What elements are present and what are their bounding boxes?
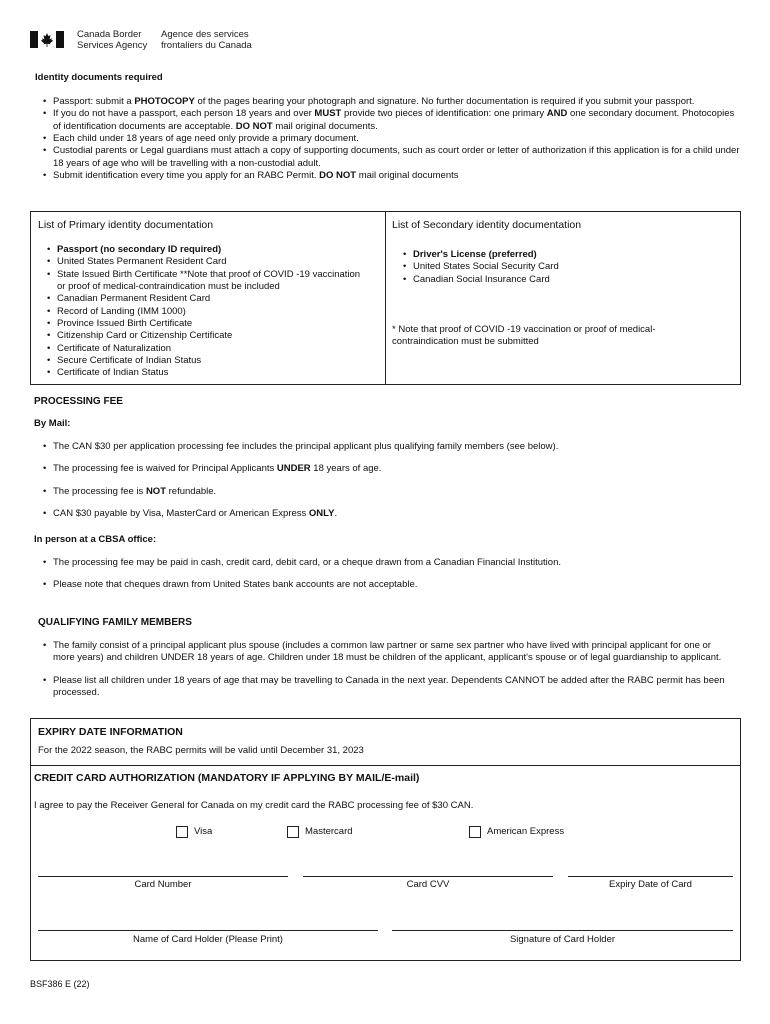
card-number-field[interactable]: [38, 876, 288, 877]
primary-item: • Province Issued Birth Certificate: [45, 318, 365, 330]
mail-fee-item: • CAN $30 payable by Visa, MasterCard or American Express ONLY.: [41, 508, 741, 520]
holder-name-field[interactable]: [38, 930, 378, 931]
primary-item: • Passport (no secondary ID required): [45, 244, 365, 256]
secondary-item: • Canadian Social Insurance Card: [401, 274, 721, 286]
in-person-heading: In person at a CBSA office:: [34, 534, 157, 545]
secondary-list: [401, 249, 721, 286]
identity-title: Identity documents required: [35, 72, 163, 83]
identity-item: • Each child under 18 years of age need only provide a primary document.: [41, 133, 741, 145]
identity-item: • Passport: submit a PHOTOCOPY of the pages bearing your photograph and signature. No further documentation is required if you submit your passport.: [41, 96, 741, 108]
primary-list-title: List of Primary identity documentation: [38, 219, 214, 231]
holder-name-label: Name of Card Holder (Please Print): [133, 934, 283, 945]
visa-label: Visa: [194, 826, 213, 837]
signature-field[interactable]: [392, 930, 733, 931]
in-person-item: • The processing fee may be paid in cash, credit card, debit card, or a cheque drawn from a Canadian Financial Institution.: [41, 557, 741, 569]
mastercard-label: Mastercard: [305, 826, 353, 837]
card-cvv-label: Card CVV: [406, 879, 450, 890]
primary-item: • Certificate of Naturalization: [45, 343, 365, 355]
visa-option[interactable]: [176, 826, 212, 838]
mail-fee-item: • The CAN $30 per application processing fee includes the principal applicant plus qualifying family members (see below).: [41, 441, 741, 453]
section-divider: [30, 765, 741, 766]
fee-title: PROCESSING FEE: [34, 396, 123, 407]
in-person-item: • Please note that cheques drawn from United States bank accounts are not acceptable.: [41, 579, 741, 591]
expiry-text: For the 2022 season, the RABC permits will be valid until December 31, 2023: [38, 745, 364, 756]
identity-item: • Submit identification every time you apply for an RABC Permit. DO NOT mail original documents: [41, 170, 741, 182]
secondary-item: • Driver's License (preferred): [401, 249, 721, 261]
signature-label: Signature of Card Holder: [509, 934, 616, 945]
expiry-title: EXPIRY DATE INFORMATION: [38, 726, 183, 738]
secondary-note: * Note that proof of COVID -19 vaccination or proof of medical-contraindication must be submitted: [392, 324, 656, 348]
mail-fee-list: [41, 441, 741, 520]
family-item: • Please list all children under 18 years of age that may be travelling to Canada in the next year. Dependents CANNOT be added after the RABC permit has been processed.: [41, 675, 731, 700]
secondary-list-title: List of Secondary identity documentation: [392, 219, 582, 231]
by-mail-heading: By Mail:: [34, 418, 71, 429]
primary-item: • Certificate of Indian Status: [45, 367, 365, 379]
mail-fee-item: • The processing fee is NOT refundable.: [41, 486, 741, 498]
mail-fee-item: • The processing fee is waived for Principal Applicants UNDER 18 years of age.: [41, 463, 741, 475]
primary-item: • Canadian Permanent Resident Card: [45, 293, 365, 305]
expiry-date-label: Expiry Date of Card: [609, 879, 692, 890]
primary-item: • Citizenship Card or Citizenship Certificate: [45, 330, 365, 342]
identity-item: • If you do not have a passport, each person 18 years and over MUST provide two pieces of identification: one primary AND one secondary document. Photocopies of identification documents are acceptable. DO NOT mail original documents.: [41, 108, 741, 133]
amex-option[interactable]: [469, 826, 564, 838]
secondary-item: • United States Social Security Card: [401, 261, 721, 273]
mastercard-checkbox[interactable]: [287, 826, 299, 838]
table-divider: [385, 211, 386, 385]
family-list: [41, 640, 731, 699]
expiry-date-field[interactable]: [568, 876, 733, 877]
identity-list: [41, 96, 741, 182]
in-person-list: [41, 557, 741, 592]
primary-list: [45, 244, 365, 380]
agency-name-en: Canada Border Services Agency: [77, 29, 148, 51]
card-number-label: Card Number: [134, 879, 192, 890]
canada-flag-icon: [30, 31, 64, 48]
card-cvv-field[interactable]: [303, 876, 553, 877]
amex-checkbox[interactable]: [469, 826, 481, 838]
family-title: QUALIFYING FAMILY MEMBERS: [38, 617, 192, 628]
agency-name-fr: Agence des services frontaliers du Canada: [161, 29, 252, 51]
visa-checkbox[interactable]: [176, 826, 188, 838]
amex-label: American Express: [487, 826, 565, 837]
credit-agree-text: I agree to pay the Receiver General for Canada on my credit card the RABC processing fee of $30 CAN.: [34, 800, 474, 811]
identity-item: • Custodial parents or Legal guardians must attach a copy of supporting documents, such as court order or letter of authorization if this application is for a child under 18 years of age who will be travelling with a non-custodial adult.: [41, 145, 741, 170]
family-item: • The family consist of a principal applicant plus spouse (includes a common law partner or same sex partner who have lived with principal applicant for one or more years) and children UNDER 18 years of age. Children under 18 must be children of the applicant, applicant's spouse or of legal guardianship to applicant.: [41, 640, 731, 665]
primary-item: • State Issued Birth Certificate **Note that proof of COVID -19 vaccination or proof of medical-contraindication must be included: [45, 269, 365, 294]
primary-item: • Record of Landing (IMM 1000): [45, 306, 365, 318]
form-code: BSF386 E (22): [30, 979, 90, 989]
mastercard-option[interactable]: [287, 826, 353, 838]
primary-item: • Secure Certificate of Indian Status: [45, 355, 365, 367]
credit-title: CREDIT CARD AUTHORIZATION (MANDATORY IF APPLYING BY MAIL/E-mail): [34, 772, 420, 784]
primary-item: • United States Permanent Resident Card: [45, 256, 365, 268]
